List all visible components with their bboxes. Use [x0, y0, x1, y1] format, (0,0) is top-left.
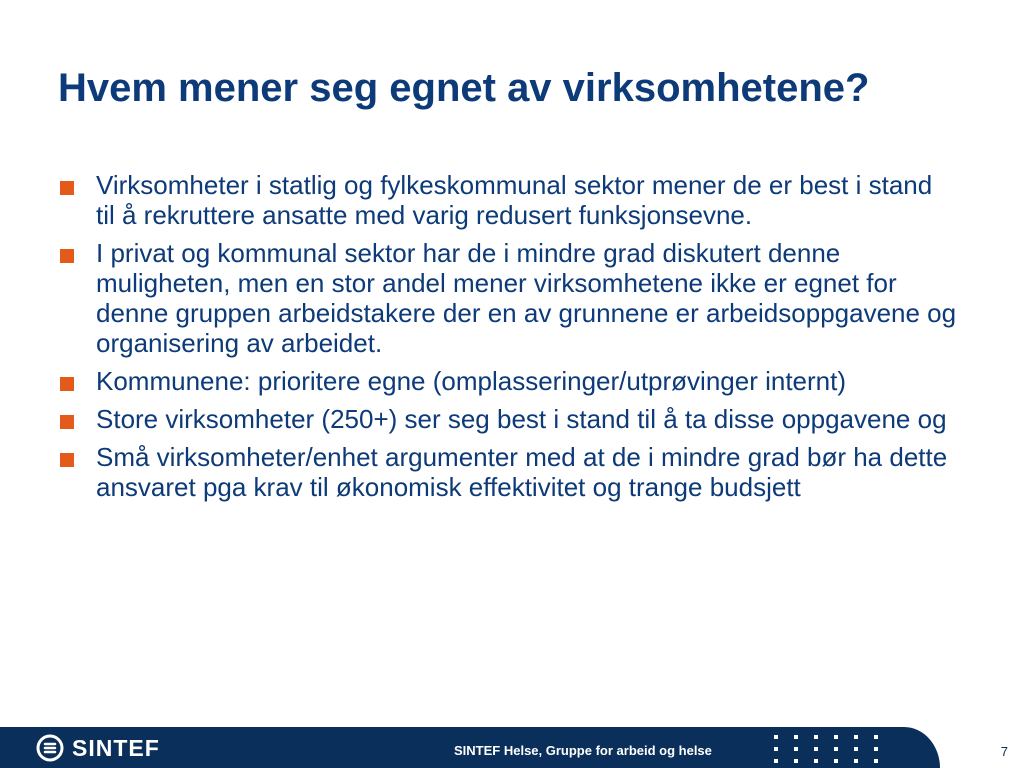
orange-square-bullet-icon	[60, 377, 74, 391]
sintef-logo	[36, 733, 160, 763]
bullet-item	[58, 404, 958, 434]
footer	[0, 727, 1024, 768]
bullet-item	[58, 238, 958, 358]
bullet-item	[58, 366, 958, 396]
dot-pattern-decoration	[772, 733, 884, 765]
bullet-item	[58, 442, 958, 502]
bullet-list	[58, 170, 958, 510]
bullet-text: Små virksomheter/enhet argumenter med at de i mindre grad bør ha dette ansvaret pga krav til økonomisk effektivitet og trange budsjett	[96, 442, 948, 502]
slide-title: Hvem mener seg egnet av virksomhetene?	[58, 66, 870, 110]
orange-square-bullet-icon	[60, 453, 74, 467]
footer-unit-text: SINTEF Helse, Gruppe for arbeid og helse	[454, 743, 712, 758]
orange-square-bullet-icon	[60, 415, 74, 429]
sintef-logo-text: SINTEF	[72, 735, 160, 761]
bullet-item	[58, 170, 958, 230]
bullet-text: Virksomheter i statlig og fylkeskommunal sektor mener de er best i stand til å rekruttere ansatte med varig redusert funksjonsevne.	[96, 170, 933, 230]
bullet-text: Store virksomheter (250+) ser seg best i stand til å ta disse oppgavene og	[96, 404, 947, 434]
page-number: 7	[1000, 744, 1008, 759]
sintef-logo-icon	[36, 734, 64, 762]
orange-square-bullet-icon	[60, 249, 74, 263]
bullet-text: Kommunene: prioritere egne (omplasseringer/utprøvinger internt)	[96, 366, 847, 396]
orange-square-bullet-icon	[60, 181, 74, 195]
bullet-text: I privat og kommunal sektor har de i mindre grad diskutert denne muligheten, men en stor andel mener virksomhetene ikke er egnet for denne gruppen arbeidstakere der en av grunnene er arbeidsoppgavene og organisering av arbeidet.	[96, 238, 957, 358]
